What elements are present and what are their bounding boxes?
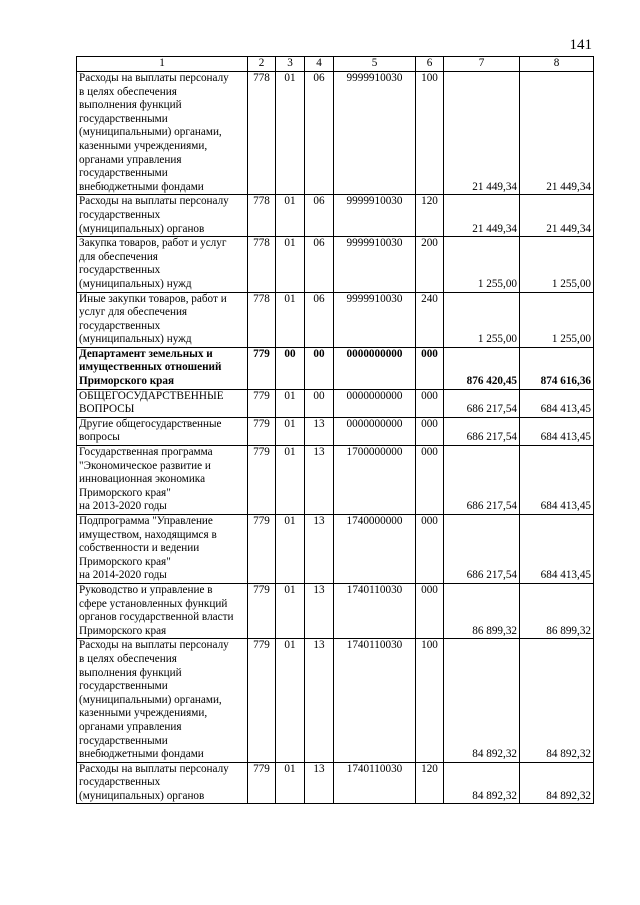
amount-year-1-cell: 686 217,54	[444, 446, 520, 515]
amount-year-2-cell: 684 413,45	[520, 515, 594, 584]
budget-table	[76, 56, 594, 804]
section-code-cell: 01	[276, 237, 305, 292]
row-name-cell: Закупка товаров, работ и услуг для обеспечения государственных (муниципальных) нужд	[77, 237, 248, 292]
amount-year-1-cell: 21 449,34	[444, 72, 520, 195]
target-article-cell: 1740110030	[334, 639, 416, 762]
row-name-cell: Подпрограмма "Управление имуществом, находящимся в собственности и ведении Приморского края" на 2014-2020 годы	[77, 515, 248, 584]
row-name-cell: Государственная программа "Экономическое развитие и инновационная экономика Приморского края" на 2013-2020 годы	[77, 446, 248, 515]
table-row	[77, 515, 594, 584]
amount-year-1-cell: 84 892,32	[444, 762, 520, 804]
subsection-code-cell: 06	[305, 195, 334, 237]
chapter-code-cell: 778	[248, 292, 276, 347]
column-header: 4	[305, 57, 334, 72]
target-article-cell: 0000000000	[334, 417, 416, 445]
amount-year-2-cell: 684 413,45	[520, 389, 594, 417]
row-name-cell: Руководство и управление в сфере установленных функций органов государственной власти Приморского края	[77, 583, 248, 638]
chapter-code-cell: 779	[248, 446, 276, 515]
section-code-cell: 01	[276, 417, 305, 445]
expense-type-cell: 000	[416, 446, 444, 515]
amount-year-2-cell: 684 413,45	[520, 417, 594, 445]
amount-year-1-cell: 86 899,32	[444, 583, 520, 638]
target-article-cell: 1740000000	[334, 515, 416, 584]
column-header: 2	[248, 57, 276, 72]
expense-type-cell: 120	[416, 762, 444, 804]
table-row	[77, 237, 594, 292]
section-code-cell: 00	[276, 347, 305, 389]
subsection-code-cell: 06	[305, 237, 334, 292]
subsection-code-cell: 13	[305, 583, 334, 638]
section-code-cell: 01	[276, 72, 305, 195]
subsection-code-cell: 13	[305, 639, 334, 762]
amount-year-1-cell: 686 217,54	[444, 515, 520, 584]
amount-year-2-cell: 86 899,32	[520, 583, 594, 638]
target-article-cell: 1740110030	[334, 762, 416, 804]
chapter-code-cell: 779	[248, 762, 276, 804]
table-row	[77, 639, 594, 762]
amount-year-1-cell: 1 255,00	[444, 292, 520, 347]
expense-type-cell: 000	[416, 515, 444, 584]
chapter-code-cell: 779	[248, 639, 276, 762]
amount-year-2-cell: 1 255,00	[520, 237, 594, 292]
expense-type-cell: 120	[416, 195, 444, 237]
amount-year-2-cell: 21 449,34	[520, 72, 594, 195]
section-code-cell: 01	[276, 446, 305, 515]
table-row	[77, 72, 594, 195]
page-number: 141	[569, 37, 592, 53]
column-header: 6	[416, 57, 444, 72]
target-article-cell: 1740110030	[334, 583, 416, 638]
amount-year-1-cell: 876 420,45	[444, 347, 520, 389]
amount-year-1-cell: 21 449,34	[444, 195, 520, 237]
table-row	[77, 417, 594, 445]
table-row	[77, 446, 594, 515]
chapter-code-cell: 778	[248, 237, 276, 292]
amount-year-2-cell: 84 892,32	[520, 762, 594, 804]
section-code-cell: 01	[276, 292, 305, 347]
row-name-cell: Иные закупки товаров, работ и услуг для обеспечения государственных (муниципальных) нужд	[77, 292, 248, 347]
expense-type-cell: 000	[416, 389, 444, 417]
column-header: 3	[276, 57, 305, 72]
amount-year-2-cell: 684 413,45	[520, 446, 594, 515]
target-article-cell: 9999910030	[334, 237, 416, 292]
target-article-cell: 0000000000	[334, 389, 416, 417]
amount-year-1-cell: 686 217,54	[444, 417, 520, 445]
target-article-cell: 1700000000	[334, 446, 416, 515]
table-row	[77, 292, 594, 347]
chapter-code-cell: 779	[248, 515, 276, 584]
target-article-cell: 9999910030	[334, 292, 416, 347]
expense-type-cell: 100	[416, 639, 444, 762]
column-header: 8	[520, 57, 594, 72]
subsection-code-cell: 13	[305, 446, 334, 515]
table-row	[77, 583, 594, 638]
expense-type-cell: 240	[416, 292, 444, 347]
target-article-cell: 0000000000	[334, 347, 416, 389]
expense-type-cell: 000	[416, 583, 444, 638]
expense-type-cell: 200	[416, 237, 444, 292]
row-name-cell: Расходы на выплаты персоналу государственных (муниципальных) органов	[77, 762, 248, 804]
chapter-code-cell: 779	[248, 417, 276, 445]
row-name-cell: Расходы на выплаты персоналу в целях обеспечения выполнения функций государственными (муниципальными) органами, казенными учреждениями, органами управления государственными внебюджетными фондами	[77, 639, 248, 762]
row-name-cell: Расходы на выплаты персоналу в целях обеспечения выполнения функций государственными (муниципальными) органами, казенными учреждениями, органами управления государственными внебюджетными фондами	[77, 72, 248, 195]
subsection-code-cell: 13	[305, 417, 334, 445]
row-name-cell: ОБЩЕГОСУДАРСТВЕННЫЕ ВОПРОСЫ	[77, 389, 248, 417]
chapter-code-cell: 778	[248, 195, 276, 237]
subsection-code-cell: 13	[305, 515, 334, 584]
table-row	[77, 762, 594, 804]
chapter-code-cell: 779	[248, 347, 276, 389]
expense-type-cell: 100	[416, 72, 444, 195]
column-header: 1	[77, 57, 248, 72]
header-row	[77, 57, 594, 72]
subsection-code-cell: 13	[305, 762, 334, 804]
section-code-cell: 01	[276, 389, 305, 417]
amount-year-2-cell: 874 616,36	[520, 347, 594, 389]
subsection-code-cell: 06	[305, 72, 334, 195]
expense-type-cell: 000	[416, 347, 444, 389]
subsection-code-cell: 06	[305, 292, 334, 347]
amount-year-1-cell: 84 892,32	[444, 639, 520, 762]
row-name-cell: Департамент земельных и имущественных отношений Приморского края	[77, 347, 248, 389]
column-header: 5	[334, 57, 416, 72]
row-name-cell: Расходы на выплаты персоналу государственных (муниципальных) органов	[77, 195, 248, 237]
chapter-code-cell: 779	[248, 583, 276, 638]
chapter-code-cell: 779	[248, 389, 276, 417]
target-article-cell: 9999910030	[334, 72, 416, 195]
table-row	[77, 389, 594, 417]
amount-year-2-cell: 21 449,34	[520, 195, 594, 237]
chapter-code-cell: 778	[248, 72, 276, 195]
subsection-code-cell: 00	[305, 389, 334, 417]
column-header: 7	[444, 57, 520, 72]
table-row	[77, 347, 594, 389]
section-code-cell: 01	[276, 762, 305, 804]
expense-type-cell: 000	[416, 417, 444, 445]
section-code-cell: 01	[276, 515, 305, 584]
row-name-cell: Другие общегосударственные вопросы	[77, 417, 248, 445]
amount-year-2-cell: 84 892,32	[520, 639, 594, 762]
target-article-cell: 9999910030	[334, 195, 416, 237]
amount-year-1-cell: 1 255,00	[444, 237, 520, 292]
section-code-cell: 01	[276, 639, 305, 762]
section-code-cell: 01	[276, 583, 305, 638]
amount-year-2-cell: 1 255,00	[520, 292, 594, 347]
amount-year-1-cell: 686 217,54	[444, 389, 520, 417]
table-row	[77, 195, 594, 237]
subsection-code-cell: 00	[305, 347, 334, 389]
section-code-cell: 01	[276, 195, 305, 237]
